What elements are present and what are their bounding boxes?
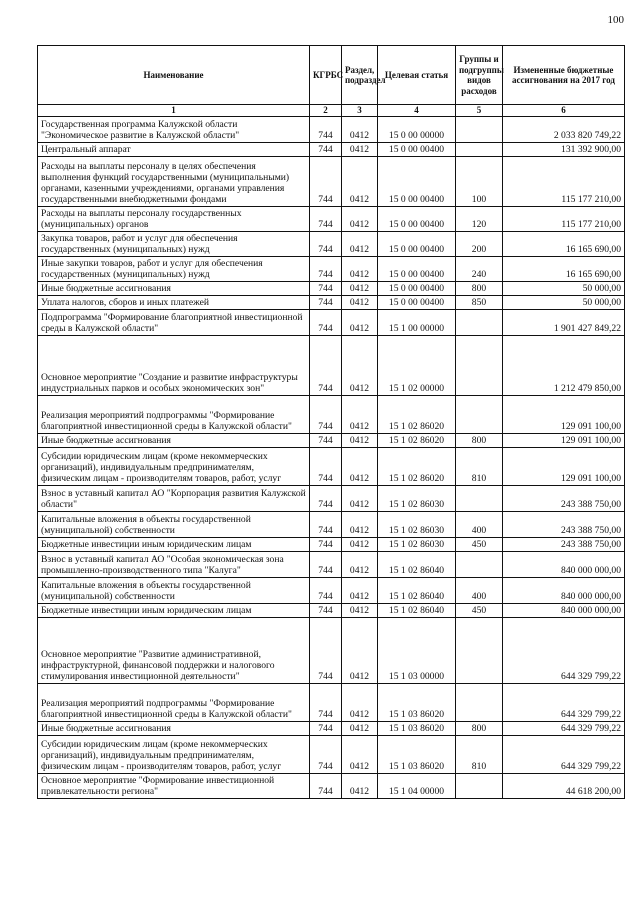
row-target: 15 1 03 86020 [378, 735, 456, 773]
row-section: 0412 [342, 577, 378, 603]
row-name: Иные бюджетные ассигнования [38, 433, 310, 447]
table-row [38, 281, 625, 295]
row-kgrbs: 744 [310, 577, 342, 603]
row-target: 15 1 02 86030 [378, 511, 456, 537]
row-target: 15 1 04 00000 [378, 773, 456, 798]
row-target: 15 0 00 00400 [378, 281, 456, 295]
table-row [38, 735, 625, 773]
row-target: 15 1 02 86030 [378, 537, 456, 551]
row-section: 0412 [342, 603, 378, 617]
row-target: 15 1 02 86040 [378, 603, 456, 617]
row-amount: 44 618 200,00 [503, 773, 625, 798]
row-group: 800 [456, 281, 503, 295]
row-section: 0412 [342, 281, 378, 295]
row-group: 100 [456, 156, 503, 206]
row-group [456, 683, 503, 721]
row-name: Иные бюджетные ассигнования [38, 281, 310, 295]
row-target: 15 1 03 86020 [378, 721, 456, 735]
row-kgrbs: 744 [310, 295, 342, 309]
row-group: 450 [456, 603, 503, 617]
row-section: 0412 [342, 447, 378, 485]
row-kgrbs: 744 [310, 485, 342, 511]
row-target: 15 1 03 86020 [378, 683, 456, 721]
row-group [456, 335, 503, 395]
row-group: 240 [456, 256, 503, 281]
row-amount: 644 329 799,22 [503, 721, 625, 735]
table-row [38, 683, 625, 721]
row-section: 0412 [342, 683, 378, 721]
row-group: 850 [456, 295, 503, 309]
column-number-row [38, 105, 625, 117]
header-amount: Измененные бюджетные ассигнования на 2017 год [503, 46, 625, 105]
table-row [38, 617, 625, 683]
row-amount: 840 000 000,00 [503, 603, 625, 617]
row-target: 15 1 02 86020 [378, 433, 456, 447]
table-row [38, 551, 625, 577]
row-name: Бюджетные инвестиции иным юридическим лицам [38, 537, 310, 551]
row-kgrbs: 744 [310, 683, 342, 721]
row-kgrbs: 744 [310, 511, 342, 537]
row-amount: 129 091 100,00 [503, 447, 625, 485]
row-kgrbs: 744 [310, 537, 342, 551]
row-name: Взнос в уставный капитал АО "Корпорация развития Калужской области" [38, 485, 310, 511]
table-row [38, 537, 625, 551]
row-section: 0412 [342, 156, 378, 206]
row-group: 810 [456, 735, 503, 773]
row-section: 0412 [342, 309, 378, 335]
row-group [456, 116, 503, 142]
table-row [38, 485, 625, 511]
row-amount: 1 901 427 849,22 [503, 309, 625, 335]
row-name: Расходы на выплаты персоналу в целях обеспечения выполнения функций государственными (муниципальными) органами, казенными учреждениями, органами управления государственными внебюджетными фондами [38, 156, 310, 206]
row-section: 0412 [342, 295, 378, 309]
row-amount: 16 165 690,00 [503, 256, 625, 281]
row-kgrbs: 744 [310, 433, 342, 447]
row-target: 15 0 00 00000 [378, 116, 456, 142]
table-row [38, 603, 625, 617]
row-kgrbs: 744 [310, 773, 342, 798]
row-group: 120 [456, 206, 503, 231]
row-amount: 840 000 000,00 [503, 577, 625, 603]
row-section: 0412 [342, 537, 378, 551]
row-amount: 644 329 799,22 [503, 617, 625, 683]
header-groups: Группы и подгруппы видов расходов [456, 46, 503, 105]
row-section: 0412 [342, 773, 378, 798]
row-amount: 243 388 750,00 [503, 537, 625, 551]
row-amount: 115 177 210,00 [503, 206, 625, 231]
row-target: 15 0 00 00400 [378, 295, 456, 309]
row-target: 15 1 02 86030 [378, 485, 456, 511]
row-group [456, 309, 503, 335]
page-number: 100 [607, 14, 624, 26]
row-target: 15 1 02 86040 [378, 577, 456, 603]
row-name: Государственная программа Калужской области "Экономическое развитие в Калужской области" [38, 116, 310, 142]
row-group: 400 [456, 511, 503, 537]
table-row [38, 447, 625, 485]
row-name: Капитальные вложения в объекты государственной (муниципальной) собственности [38, 577, 310, 603]
table-row [38, 309, 625, 335]
row-amount: 115 177 210,00 [503, 156, 625, 206]
table-row [38, 773, 625, 798]
row-target: 15 1 02 86020 [378, 395, 456, 433]
row-target: 15 0 00 00400 [378, 206, 456, 231]
row-kgrbs: 744 [310, 281, 342, 295]
row-kgrbs: 744 [310, 335, 342, 395]
column-number: 4 [378, 105, 456, 117]
row-section: 0412 [342, 485, 378, 511]
row-amount: 644 329 799,22 [503, 735, 625, 773]
header-name: Наименование [38, 46, 310, 105]
row-name: Основное мероприятие "Создание и развитие инфраструктуры индустриальных парков и особых экономических зон" [38, 335, 310, 395]
row-amount: 50 000,00 [503, 295, 625, 309]
row-name: Центральный аппарат [38, 142, 310, 156]
row-target: 15 0 00 00400 [378, 231, 456, 256]
row-kgrbs: 744 [310, 721, 342, 735]
row-name: Основное мероприятие "Развитие административной, инфраструктурной, финансовой поддержки и налогового стимулирования инвестиционной деятельности" [38, 617, 310, 683]
table-row [38, 295, 625, 309]
row-name: Расходы на выплаты персоналу государственных (муниципальных) органов [38, 206, 310, 231]
column-number: 2 [310, 105, 342, 117]
row-name: Подпрограмма "Формирование благоприятной инвестиционной среды в Калужской области" [38, 309, 310, 335]
row-target: 15 1 00 00000 [378, 309, 456, 335]
row-amount: 16 165 690,00 [503, 231, 625, 256]
table-row [38, 256, 625, 281]
table-body [38, 116, 625, 798]
column-number: 1 [38, 105, 310, 117]
row-section: 0412 [342, 395, 378, 433]
table-row [38, 511, 625, 537]
header-target: Целевая статья [378, 46, 456, 105]
column-number: 3 [342, 105, 378, 117]
row-amount: 243 388 750,00 [503, 485, 625, 511]
row-group [456, 773, 503, 798]
row-kgrbs: 744 [310, 617, 342, 683]
row-group: 400 [456, 577, 503, 603]
row-section: 0412 [342, 511, 378, 537]
row-name: Основное мероприятие "Формирование инвестиционной привлекательности региона" [38, 773, 310, 798]
row-group: 800 [456, 721, 503, 735]
row-group: 800 [456, 433, 503, 447]
row-section: 0412 [342, 206, 378, 231]
header-section: Раздел, подраздел [342, 46, 378, 105]
row-name: Уплата налогов, сборов и иных платежей [38, 295, 310, 309]
budget-table [37, 45, 625, 799]
row-name: Реализация мероприятий подпрограммы "Формирование благоприятной инвестиционной среды в Калужской области" [38, 683, 310, 721]
row-target: 15 1 02 86020 [378, 447, 456, 485]
row-kgrbs: 744 [310, 735, 342, 773]
row-kgrbs: 744 [310, 256, 342, 281]
row-kgrbs: 744 [310, 206, 342, 231]
row-section: 0412 [342, 735, 378, 773]
column-number: 5 [456, 105, 503, 117]
table-row [38, 142, 625, 156]
row-name: Бюджетные инвестиции иным юридическим лицам [38, 603, 310, 617]
row-group [456, 142, 503, 156]
table-row [38, 231, 625, 256]
row-target: 15 0 00 00400 [378, 142, 456, 156]
row-kgrbs: 744 [310, 447, 342, 485]
row-group [456, 617, 503, 683]
row-kgrbs: 744 [310, 142, 342, 156]
row-group [456, 485, 503, 511]
row-section: 0412 [342, 721, 378, 735]
table-row [38, 395, 625, 433]
row-group: 200 [456, 231, 503, 256]
row-amount: 243 388 750,00 [503, 511, 625, 537]
row-kgrbs: 744 [310, 603, 342, 617]
table-header-row [38, 46, 625, 105]
row-target: 15 0 00 00400 [378, 156, 456, 206]
row-section: 0412 [342, 433, 378, 447]
row-group [456, 395, 503, 433]
row-target: 15 0 00 00400 [378, 256, 456, 281]
row-section: 0412 [342, 256, 378, 281]
row-name: Субсидии юридическим лицам (кроме некоммерческих организаций), индивидуальным предпринимателям, физическим лицам - производителям товаров, работ, услуг [38, 735, 310, 773]
row-section: 0412 [342, 617, 378, 683]
row-section: 0412 [342, 231, 378, 256]
row-amount: 840 000 000,00 [503, 551, 625, 577]
row-amount: 1 212 479 850,00 [503, 335, 625, 395]
header-kgrbs: КГРБС [310, 46, 342, 105]
row-section: 0412 [342, 551, 378, 577]
row-kgrbs: 744 [310, 395, 342, 433]
column-number: 6 [503, 105, 625, 117]
table-row [38, 433, 625, 447]
table-row [38, 156, 625, 206]
row-amount: 129 091 100,00 [503, 395, 625, 433]
row-amount: 2 033 820 749,22 [503, 116, 625, 142]
row-name: Взнос в уставный капитал АО "Особая экономическая зона промышленно-производственного типа "Калуга" [38, 551, 310, 577]
row-kgrbs: 744 [310, 551, 342, 577]
row-kgrbs: 744 [310, 231, 342, 256]
row-group [456, 551, 503, 577]
row-name: Реализация мероприятий подпрограммы "Формирование благоприятной инвестиционной среды в Калужской области" [38, 395, 310, 433]
table-row [38, 116, 625, 142]
row-amount: 644 329 799,22 [503, 683, 625, 721]
table-row [38, 206, 625, 231]
row-amount: 129 091 100,00 [503, 433, 625, 447]
row-name: Иные бюджетные ассигнования [38, 721, 310, 735]
row-kgrbs: 744 [310, 156, 342, 206]
row-name: Закупка товаров, работ и услуг для обеспечения государственных (муниципальных) нужд [38, 231, 310, 256]
row-target: 15 1 02 86040 [378, 551, 456, 577]
row-amount: 131 392 900,00 [503, 142, 625, 156]
row-kgrbs: 744 [310, 116, 342, 142]
row-kgrbs: 744 [310, 309, 342, 335]
table-row [38, 577, 625, 603]
row-section: 0412 [342, 335, 378, 395]
row-group: 450 [456, 537, 503, 551]
row-name: Капитальные вложения в объекты государственной (муниципальной) собственности [38, 511, 310, 537]
row-name: Иные закупки товаров, работ и услуг для обеспечения государственных (муниципальных) нужд [38, 256, 310, 281]
table-row [38, 335, 625, 395]
row-amount: 50 000,00 [503, 281, 625, 295]
row-target: 15 1 03 00000 [378, 617, 456, 683]
row-target: 15 1 02 00000 [378, 335, 456, 395]
row-group: 810 [456, 447, 503, 485]
row-name: Субсидии юридическим лицам (кроме некоммерческих организаций), индивидуальным предпринимателям, физическим лицам - производителям товаров, работ, услуг [38, 447, 310, 485]
row-section: 0412 [342, 116, 378, 142]
table-row [38, 721, 625, 735]
row-section: 0412 [342, 142, 378, 156]
